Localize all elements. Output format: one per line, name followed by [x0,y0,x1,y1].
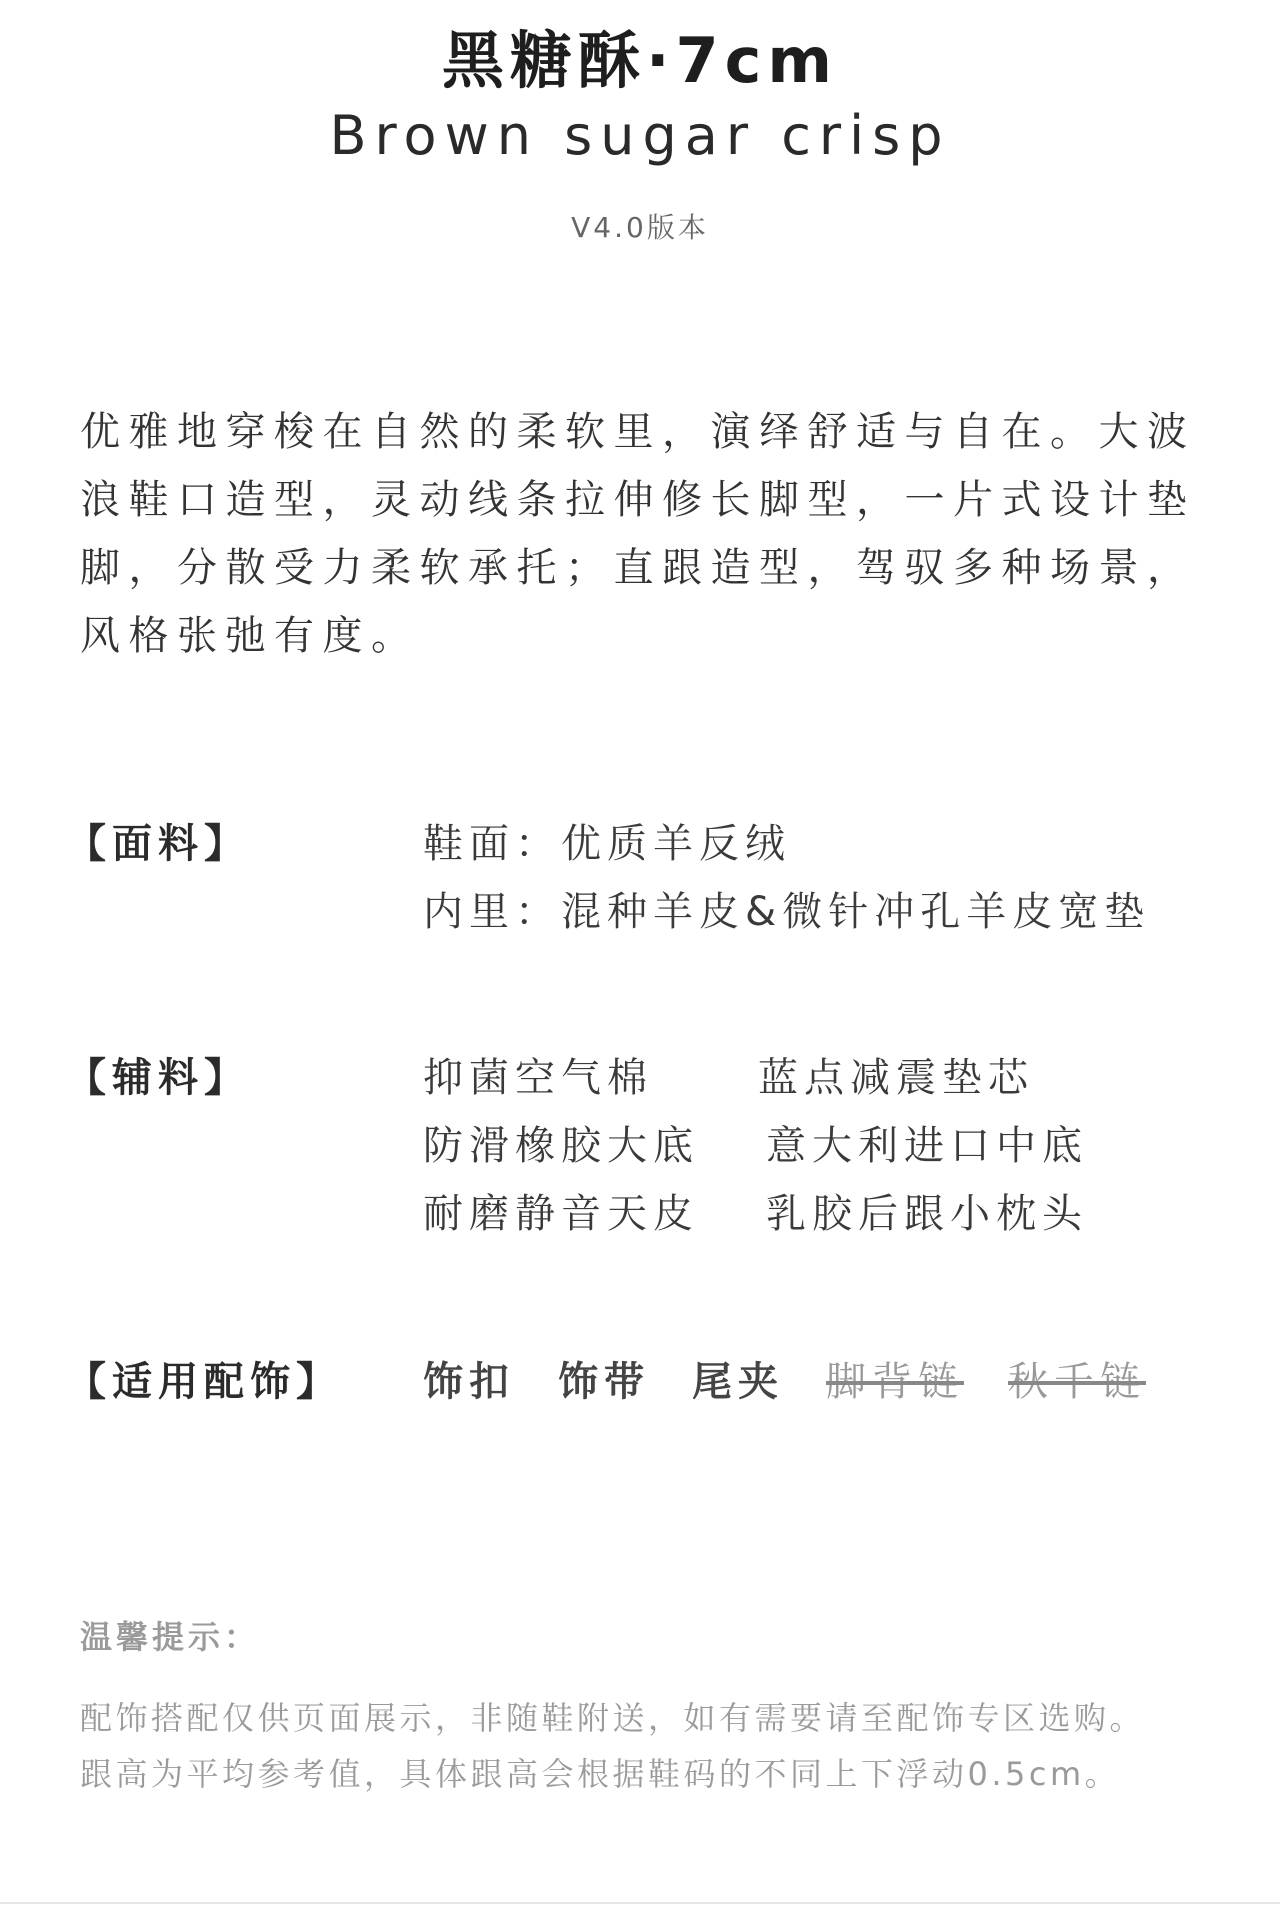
accessory-item-strap: 饰带 [558,1359,650,1405]
product-subtitle: Brown sugar crisp [329,104,951,167]
accessories-label: 【适用配饰】 [66,1359,342,1405]
accessory-item-tail-clip: 尾夹 [692,1359,784,1405]
auxiliary-item: 防滑橡胶大底 [423,1123,699,1169]
product-title: 黑糖酥·7cm [441,24,839,97]
accessory-item-buckle: 饰扣 [423,1359,515,1405]
description-line: 脚，分散受力柔软承托；直跟造型，驾驭多种场景， [80,545,1196,591]
bottom-divider [0,1902,1280,1904]
description-line: 优雅地穿梭在自然的柔软里，演绎舒适与自在。大波 [80,409,1196,455]
auxiliary-label: 【辅料】 [66,1055,250,1101]
auxiliary-item: 耐磨静音天皮 [423,1191,699,1237]
version-label: V4.0版本 [571,211,709,244]
tips-title: 温馨提示： [80,1618,261,1656]
materials-lining: 内里：混种羊皮&微针冲孔羊皮宽垫 [423,889,1151,935]
accessory-item-swing-chain: 秋千链 [1008,1359,1146,1405]
accessory-item-instep-chain: 脚背链 [826,1359,964,1405]
auxiliary-item: 意大利进口中底 [766,1123,1088,1169]
materials-label: 【面料】 [66,821,250,867]
description-line: 浪鞋口造型，灵动线条拉伸修长脚型，一片式设计垫 [80,477,1196,523]
materials-upper: 鞋面：优质羊反绒 [423,821,791,867]
auxiliary-item: 蓝点减震垫芯 [758,1055,1034,1101]
product-description [80,398,1205,670]
tips-line: 跟高为平均参考值，具体跟高会根据鞋码的不同上下浮动0.5cm。 [80,1755,1121,1793]
auxiliary-item: 乳胶后跟小枕头 [766,1191,1088,1237]
tips-line: 配饰搭配仅供页面展示，非随鞋附送，如有需要请至配饰专区选购。 [80,1699,1146,1737]
description-line: 风格张弛有度。 [80,613,420,659]
auxiliary-item: 抑菌空气棉 [423,1055,653,1101]
